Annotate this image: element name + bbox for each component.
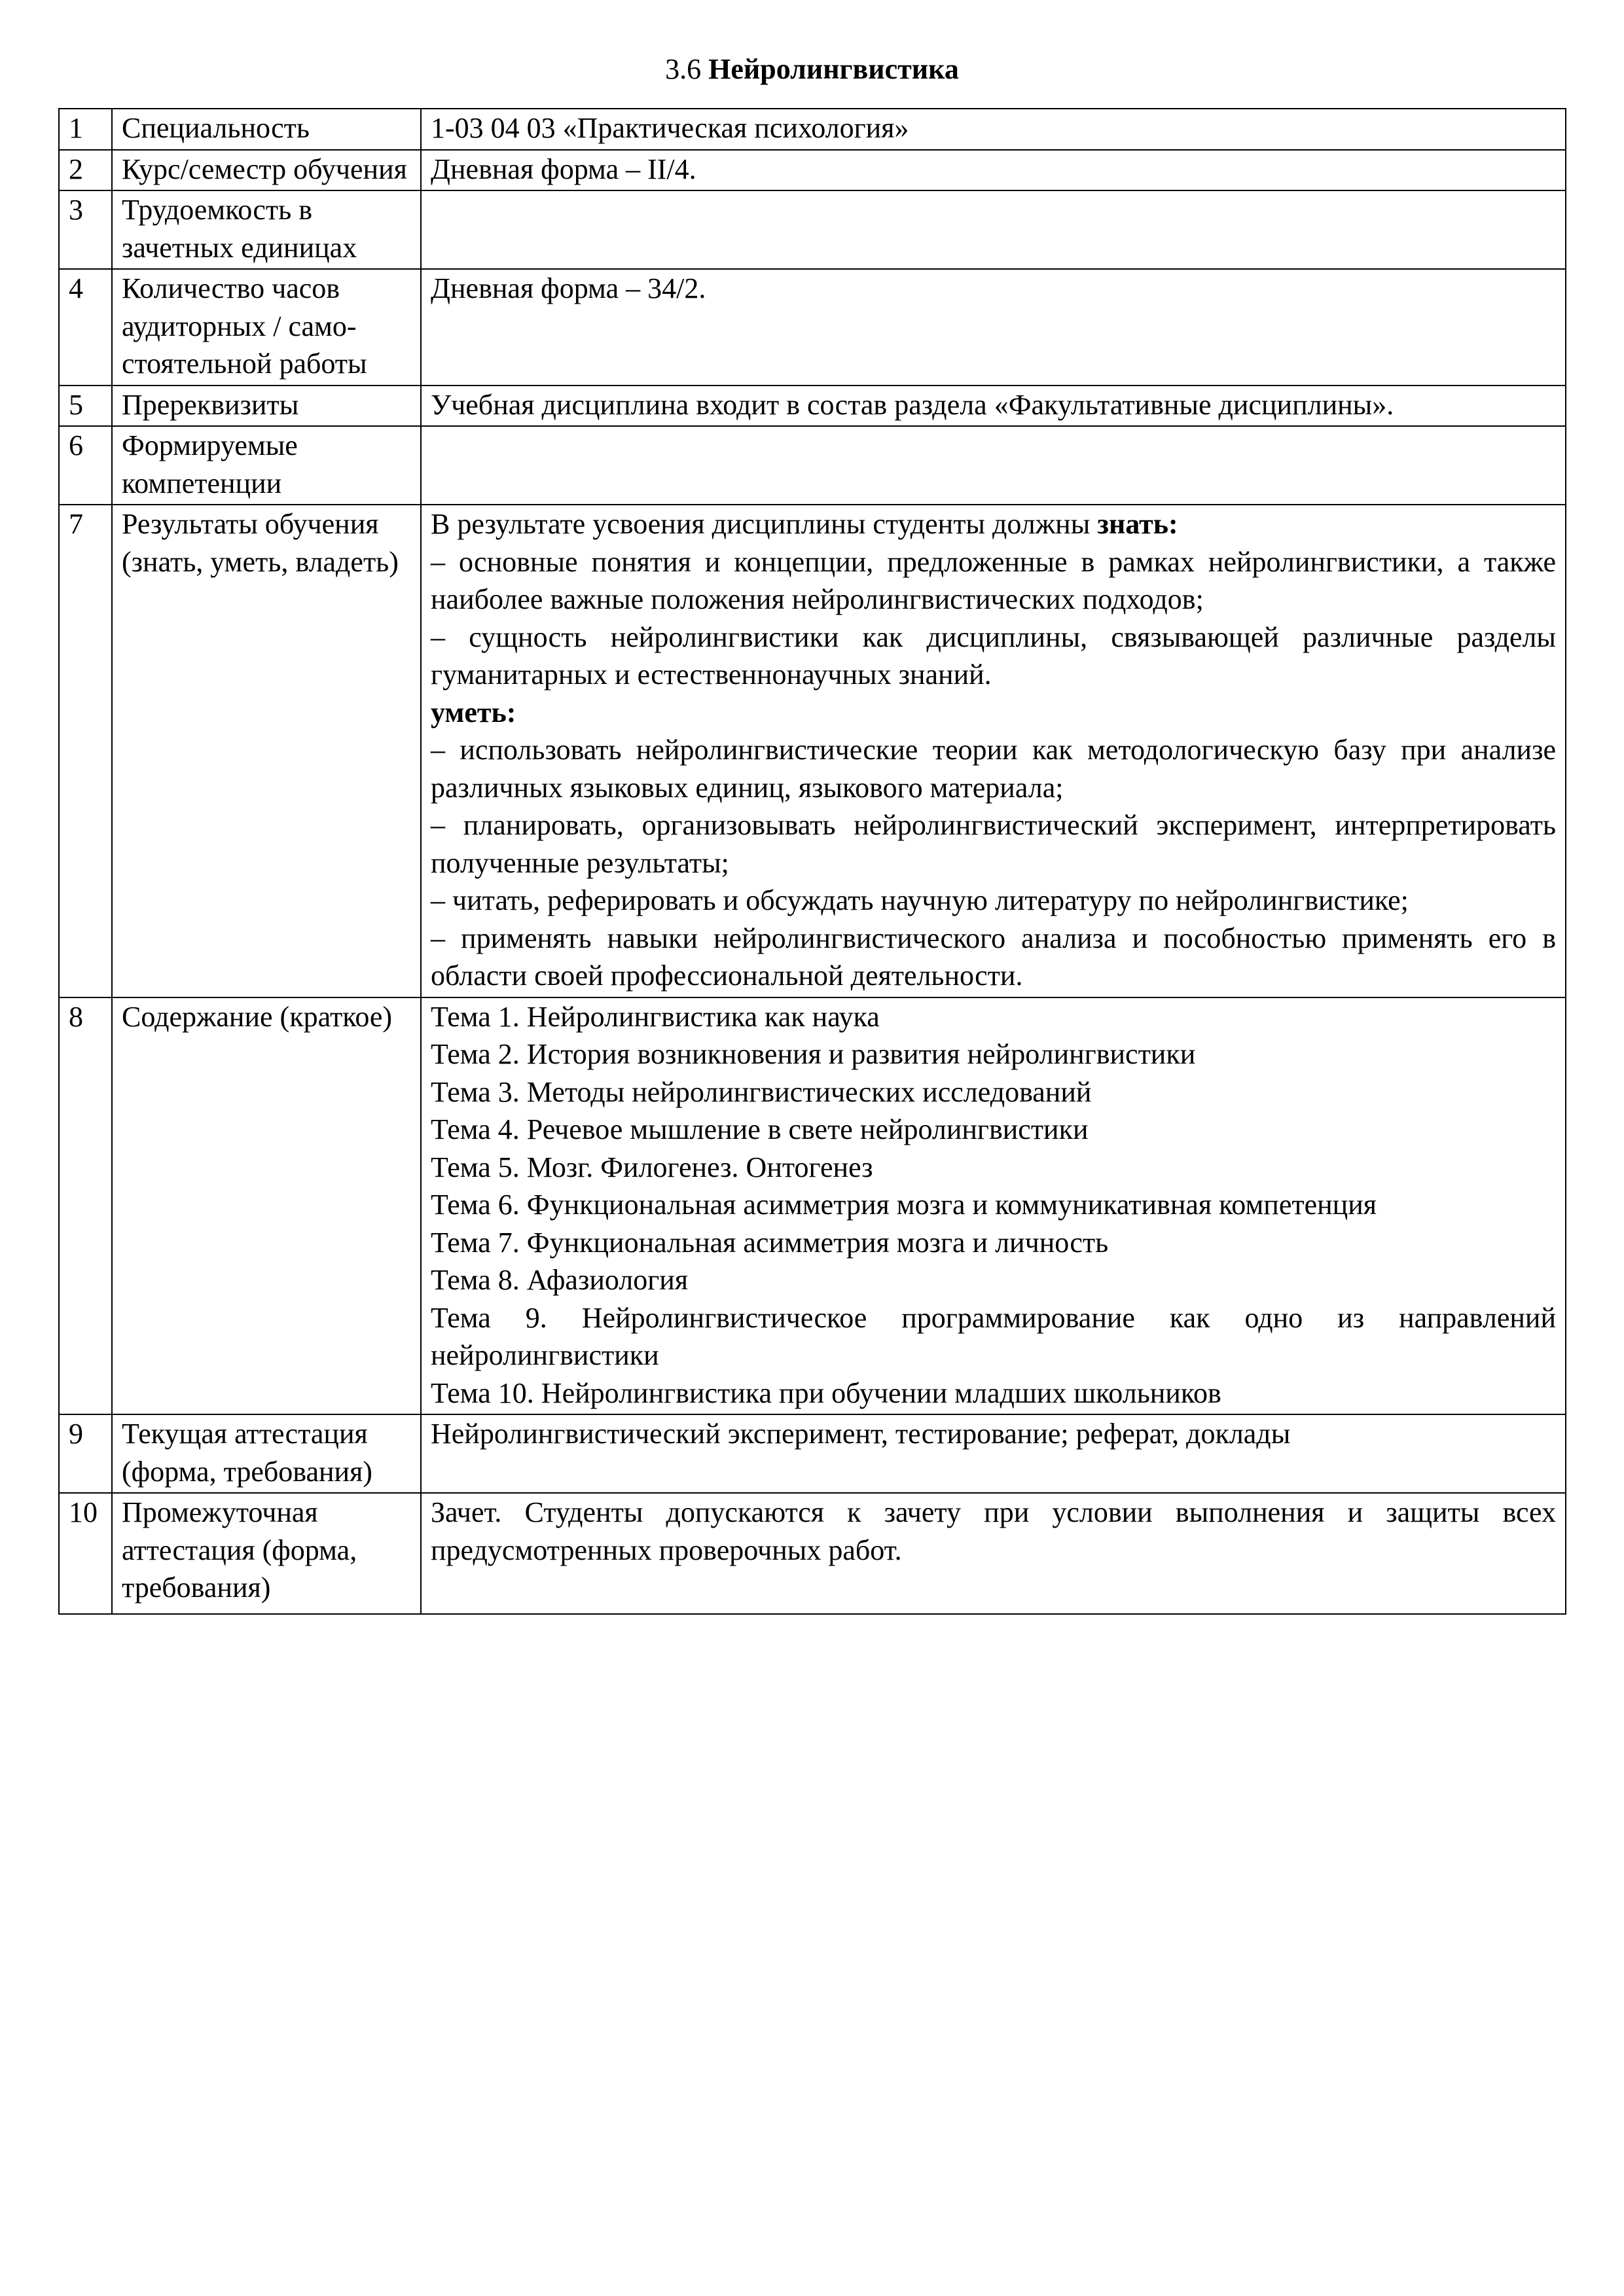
can-item: – читать, реферировать и обсуждать научную литературу по нейролингвистике; [431,884,1409,916]
can-item: – применять навыки нейролингвистического анализа и пособностью применять его в области своей профессиональной деятельности. [431,922,1556,992]
topic-item: Тема 9. Нейролингвистическое программирование как одно из направлений нейролингвистики [431,1301,1556,1371]
row-label: Текущая аттестация (форма, требования) [112,1414,421,1493]
outcomes-intro: В результате усвоения дисциплины студенты должны [431,508,1091,540]
topic-item: Тема 2. История возникновения и развития нейролингвистики [431,1038,1196,1070]
row-number: 10 [59,1493,112,1614]
row-number: 2 [59,150,112,191]
section-number: 3.6 [665,53,702,85]
table-row [59,1414,1566,1493]
row-value [421,426,1566,505]
can-item: – планировать, организовывать нейролингвистический эксперимент, интерпретировать полученные результаты; [431,809,1556,879]
row-label: Курс/семестр обучения [112,150,421,191]
row-value [421,190,1566,269]
discipline-table [58,108,1566,1615]
row-number: 1 [59,109,112,150]
table-row [59,269,1566,386]
topics-list [421,997,1566,1415]
table-row [59,997,1566,1415]
row-value: Зачет. Студенты допускаются к зачету при условии выполнения и защиты всех предусмотренных проверочных работ. [421,1493,1566,1614]
row-value: Дневная форма – II/4. [421,150,1566,191]
row-label: Трудоемкость в зачетных единицах [112,190,421,269]
topic-item: Тема 4. Речевое мышление в свете нейролингвистики [431,1113,1089,1145]
topic-item: Тема 8. Афазиология [431,1264,689,1296]
row-label: Пререквизиты [112,386,421,427]
row-label: Результаты обучения (знать, уметь, владеть) [112,505,421,997]
know-heading: знать: [1097,508,1178,540]
table-row [59,190,1566,269]
table-row [59,1493,1566,1614]
row-number: 4 [59,269,112,386]
table-row [59,150,1566,191]
table-row [59,386,1566,427]
topic-item: Тема 7. Функциональная асимметрия мозга и личность [431,1226,1109,1259]
row-label: Промежуточная аттестация (форма, требования) [112,1493,421,1614]
row-value: 1-03 04 03 «Практическая психология» [421,109,1566,150]
page-title [0,51,1624,88]
topic-item: Тема 3. Методы нейролингвистических исследований [431,1075,1092,1108]
can-item: – использовать нейролингвистические теории как методологическую базу при анализе различных языковых единиц, языкового материала; [431,734,1556,804]
can-heading: уметь: [431,696,516,728]
row-number: 3 [59,190,112,269]
topic-item: Тема 5. Мозг. Филогенез. Онтогенез [431,1151,873,1183]
row-label: Содержание (краткое) [112,997,421,1415]
topic-item: Тема 1. Нейролингвистика как наука [431,1000,880,1033]
row-label: Количество часов аудиторных / само-стоятельной работы [112,269,421,386]
row-label: Формируемые компетенции [112,426,421,505]
table-row [59,109,1566,150]
row-value: Нейролингвистический эксперимент, тестирование; реферат, доклады [421,1414,1566,1493]
row-number: 6 [59,426,112,505]
row-value: Учебная дисциплина входит в состав раздела «Факультативные дисциплины». [421,386,1566,427]
know-item: – сущность нейролингвистики как дисциплины, связывающей различные разделы гуманитарных и естественнонаучных знаний. [431,620,1556,691]
row-number: 9 [59,1414,112,1493]
row-number: 7 [59,505,112,997]
row-number: 5 [59,386,112,427]
table-row [59,426,1566,505]
know-item: – основные понятия и концепции, предложенные в рамках нейролингвистики, а также наиболее важные положения нейролингвистических подходов; [431,545,1556,615]
topic-item: Тема 6. Функциональная асимметрия мозга и коммуникативная компетенция [431,1189,1377,1221]
section-name: Нейролингвистика [708,53,959,85]
learning-outcomes [421,505,1566,997]
outcomes-intro-line [431,505,1556,543]
table-row [59,505,1566,997]
row-value: Дневная форма – 34/2. [421,269,1566,386]
row-number: 8 [59,997,112,1415]
row-label: Специальность [112,109,421,150]
topic-item: Тема 10. Нейролингвистика при обучении младших школьников [431,1376,1221,1409]
